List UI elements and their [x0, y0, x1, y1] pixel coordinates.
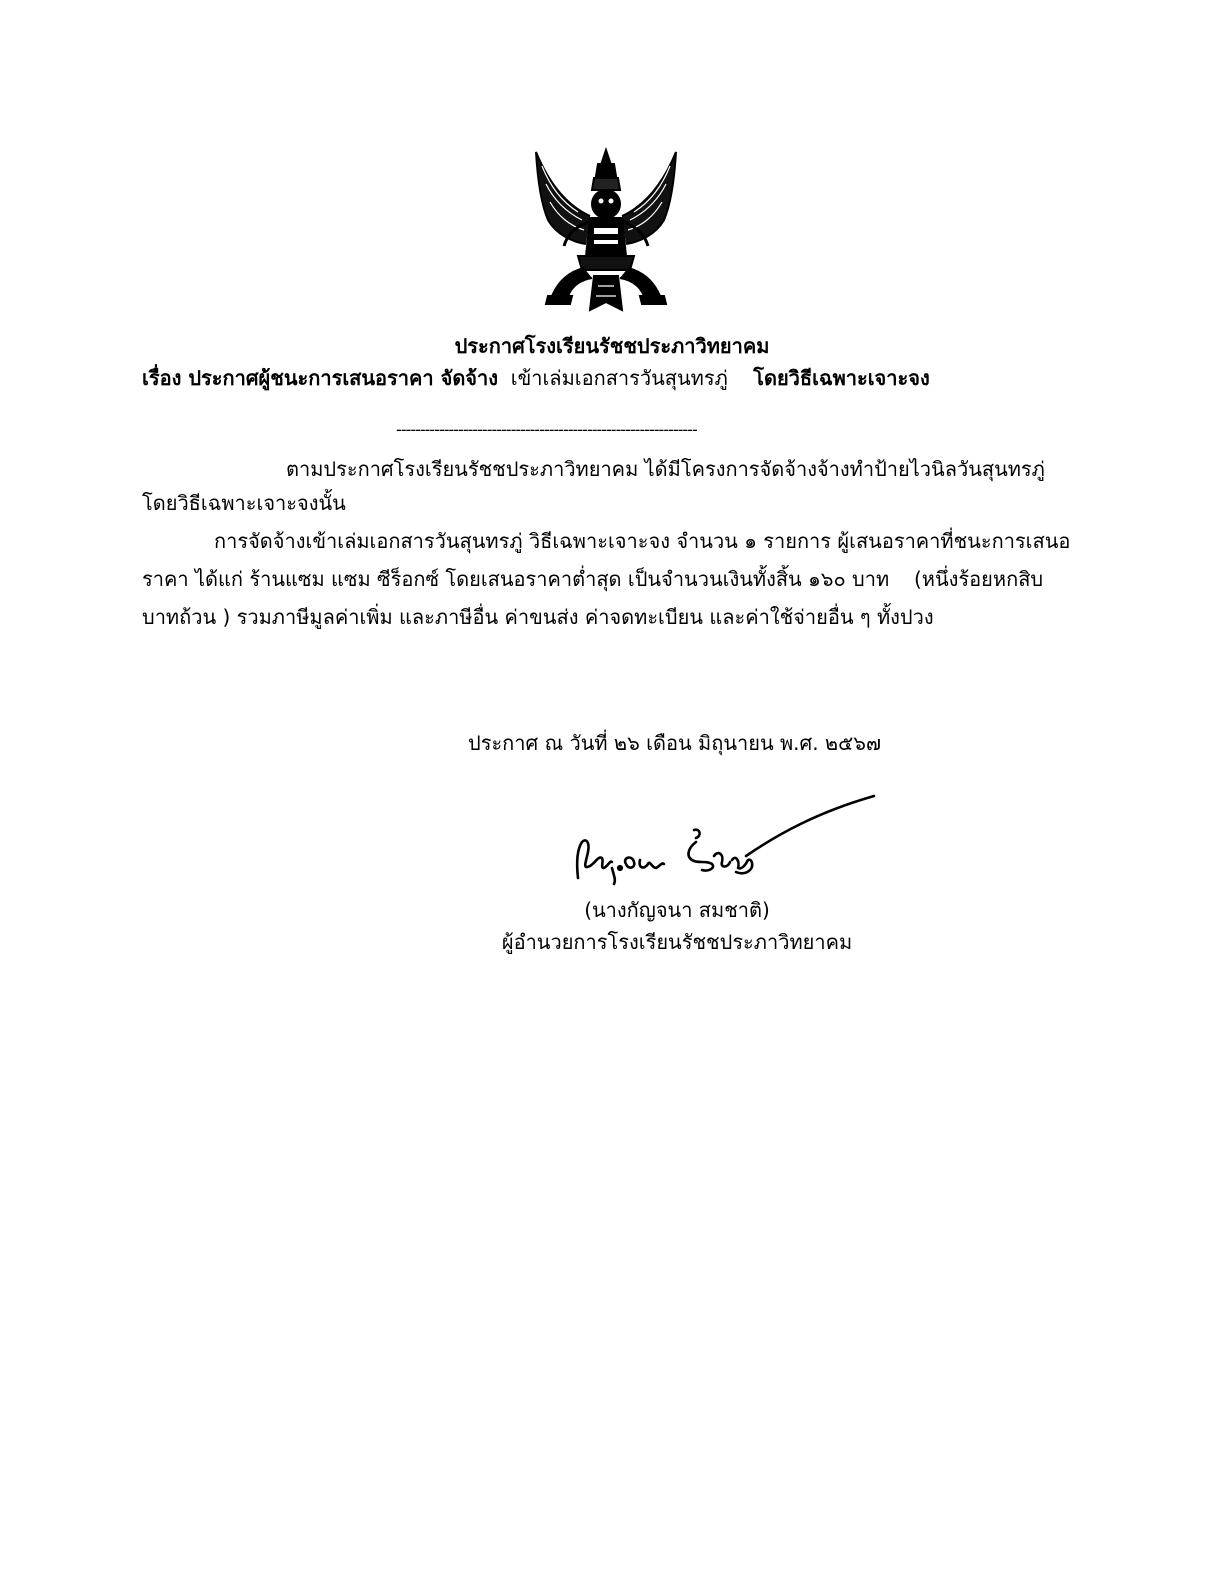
announcement-subject [142, 362, 930, 394]
signer-name: (นางกัญจนา สมชาติ) [584, 898, 770, 922]
paragraph-1-line-1: ตามประกาศโรงเรียนรัชชประภาวิทยาคม ได้มีโครงการจัดจ้างจ้างทำป้ายไวนิลวันสุนทรภู่ [286, 457, 1045, 481]
handwritten-signature-icon [568, 790, 888, 890]
signer-title: ผู้อำนวยการโรงเรียนรัชชประภาวิทยาคม [501, 930, 853, 954]
subject-method: โดยวิธีเฉพาะเจาะจง [753, 366, 930, 390]
paragraph-2-line-2-amount-words: (หนึ่งร้อยหกสิบ [914, 567, 1044, 591]
paragraph-2-line-1: การจัดจ้างเข้าเล่มเอกสารวันสุนทรภู่ วิธีเฉพาะเจาะจง จำนวน ๑ รายการ ผู้เสนอราคาที่ชนะการเสนอ [214, 529, 1071, 553]
paragraph-2-line-3: บาทถ้วน ) รวมภาษีมูลค่าเพิ่ม และภาษีอื่น ค่าขนส่ง ค่าจดทะเบียน และค่าใช้จ่ายอื่น ๆ ทั้งปวง [142, 605, 934, 629]
announcement-date: ประกาศ ณ วันที่ ๒๖ เดือน มิถุนายน พ.ศ. ๒๕๖๗ [468, 731, 881, 755]
announcement-title: ประกาศโรงเรียนรัชชประภาวิทยาคม [454, 334, 770, 358]
paragraph-1-line-2: โดยวิธีเฉพาะเจาะจงนั้น [142, 491, 346, 515]
paragraph-2-line-2: ราคา ได้แก่ ร้านแซม แซม ซีร็อกซ์ โดยเสนอราคาต่ำสุด เป็นจำนวนเงินทั้งสิ้น ๑๖๐ บาท [142, 567, 890, 591]
garuda-emblem-icon [528, 146, 684, 316]
subject-prefix: เรื่อง ประกาศผู้ชนะการเสนอราคา จัดจ้าง [142, 366, 499, 390]
subject-item: เข้าเล่มเอกสารวันสุนทรภู่ [510, 366, 728, 390]
divider-line: --------------------------------------------------------------- [396, 420, 697, 439]
